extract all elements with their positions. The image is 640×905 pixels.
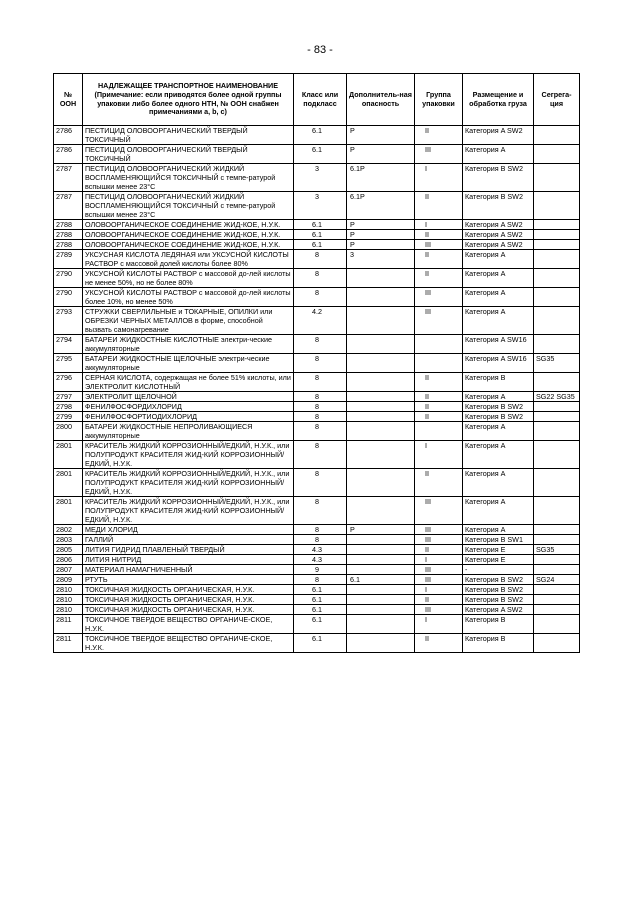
cell-stowage: Категория B SW2 (463, 164, 534, 192)
cell-shipping-name: СЕРНАЯ КИСЛОТА, содержащая не более 51% кислоты, или ЭЛЕКТРОЛИТ КИСЛОТНЫЙ (83, 373, 294, 392)
cell-shipping-name: ГАЛЛИЙ (83, 535, 294, 545)
cell-class: 8 (294, 392, 347, 402)
cell-un-no: 2798 (54, 402, 83, 412)
cell-packing-group: III (415, 575, 463, 585)
cell-stowage: Категория E (463, 545, 534, 555)
table-row (54, 354, 580, 373)
cell-segregation (534, 230, 580, 240)
cell-un-no: 2801 (54, 497, 83, 525)
cell-stowage: Категория B SW2 (463, 575, 534, 585)
cell-subsidiary-risk (347, 555, 415, 565)
cell-segregation (534, 497, 580, 525)
table-row (54, 634, 580, 653)
cell-segregation (534, 412, 580, 422)
cell-un-no: 2800 (54, 422, 83, 441)
cell-packing-group: I (415, 441, 463, 469)
cell-subsidiary-risk (347, 441, 415, 469)
table-row (54, 555, 580, 565)
cell-subsidiary-risk (347, 634, 415, 653)
cell-un-no: 2801 (54, 441, 83, 469)
cell-packing-group: II (415, 634, 463, 653)
cell-shipping-name: БАТАРЕИ ЖИДКОСТНЫЕ НЕПРОЛИВАЮЩИЕСЯ аккумуляторные (83, 422, 294, 441)
cell-stowage: Категория A SW2 (463, 230, 534, 240)
cell-segregation (534, 126, 580, 145)
cell-shipping-name: ЭЛЕКТРОЛИТ ЩЕЛОЧНОЙ (83, 392, 294, 402)
cell-un-no: 2806 (54, 555, 83, 565)
cell-segregation (534, 441, 580, 469)
table-row (54, 250, 580, 269)
cell-subsidiary-risk: P (347, 230, 415, 240)
table-row (54, 525, 580, 535)
cell-class: 8 (294, 335, 347, 354)
cell-class: 6.1 (294, 240, 347, 250)
table-row (54, 126, 580, 145)
table-row (54, 605, 580, 615)
cell-segregation (534, 555, 580, 565)
cell-stowage: Категория A (463, 269, 534, 288)
cell-subsidiary-risk (347, 288, 415, 307)
table-row (54, 585, 580, 595)
cell-un-no: 2811 (54, 615, 83, 634)
cell-subsidiary-risk: P (347, 240, 415, 250)
cell-shipping-name: ПЕСТИЦИД ОЛОВООРГАНИЧЕСКИЙ ТВЕРДЫЙ ТОКСИЧНЫЙ (83, 145, 294, 164)
cell-shipping-name: УКСУСНАЯ КИСЛОТА ЛЕДЯНАЯ или УКСУСНОЙ КИСЛОТЫ РАСТВОР с массовой долей кислоты более 80% (83, 250, 294, 269)
cell-class: 8 (294, 354, 347, 373)
cell-class: 8 (294, 412, 347, 422)
cell-segregation (534, 288, 580, 307)
table-row (54, 615, 580, 634)
cell-shipping-name: РТУТЬ (83, 575, 294, 585)
table-row (54, 441, 580, 469)
cell-stowage: Категория A (463, 441, 534, 469)
header-shipping-name (83, 74, 294, 126)
cell-segregation (534, 535, 580, 545)
cell-shipping-name: ФЕНИЛФОСФОРТИОДИХЛОРИД (83, 412, 294, 422)
cell-class: 3 (294, 192, 347, 220)
cell-shipping-name: КРАСИТЕЛЬ ЖИДКИЙ КОРРОЗИОННЫЙ/ЕДКИЙ, Н.У.К., или ПОЛУПРОДУКТ КРАСИТЕЛЯ ЖИД-КИЙ КОРРОЗИОННЫЙ/ЕДКИЙ, Н.У.К. (83, 441, 294, 469)
table-row (54, 373, 580, 392)
cell-packing-group: II (415, 545, 463, 555)
cell-subsidiary-risk (347, 269, 415, 288)
cell-shipping-name: ТОКСИЧНАЯ ЖИДКОСТЬ ОРГАНИЧЕСКАЯ, Н.У.К. (83, 595, 294, 605)
header-shipping-name-main: НАДЛЕЖАЩЕЕ ТРАНСПОРТНОЕ НАИМЕНОВАНИЕ (97, 81, 279, 91)
page-number: - 83 - (307, 44, 333, 56)
cell-segregation: SG35 (534, 545, 580, 555)
cell-class: 8 (294, 422, 347, 441)
cell-subsidiary-risk (347, 392, 415, 402)
cell-un-no: 2789 (54, 250, 83, 269)
cell-segregation (534, 192, 580, 220)
cell-subsidiary-risk: 3 (347, 250, 415, 269)
table-row (54, 469, 580, 497)
cell-packing-group: I (415, 555, 463, 565)
cell-subsidiary-risk: P (347, 525, 415, 535)
cell-stowage: Категория A (463, 525, 534, 535)
cell-class: 8 (294, 441, 347, 469)
cell-stowage: Категория A SW2 (463, 220, 534, 230)
cell-un-no: 2790 (54, 288, 83, 307)
cell-shipping-name: СТРУЖКИ СВЕРЛИЛЬНЫЕ и ТОКАРНЫЕ, ОПИЛКИ или ОБРЕЗКИ ЧЕРНЫХ МЕТАЛЛОВ в форме, способной вызвать самонагревание (83, 307, 294, 335)
cell-un-no: 2801 (54, 469, 83, 497)
cell-class: 4.3 (294, 555, 347, 565)
cell-stowage: Категория B SW1 (463, 535, 534, 545)
cell-packing-group: III (415, 497, 463, 525)
cell-shipping-name: ОЛОВООРГАНИЧЕСКОЕ СОЕДИНЕНИЕ ЖИД-КОЕ, Н.У.К. (83, 230, 294, 240)
cell-class: 6.1 (294, 634, 347, 653)
table-row (54, 164, 580, 192)
cell-class: 4.2 (294, 307, 347, 335)
cell-stowage: Категория A (463, 250, 534, 269)
cell-packing-group: III (415, 288, 463, 307)
table-row (54, 412, 580, 422)
cell-subsidiary-risk (347, 605, 415, 615)
cell-subsidiary-risk (347, 595, 415, 605)
table-row (54, 269, 580, 288)
cell-subsidiary-risk (347, 354, 415, 373)
cell-subsidiary-risk: P (347, 220, 415, 230)
cell-stowage: Категория A (463, 497, 534, 525)
cell-subsidiary-risk (347, 615, 415, 634)
cell-class: 3 (294, 164, 347, 192)
cell-packing-group: III (415, 307, 463, 335)
cell-class: 6.1 (294, 605, 347, 615)
header-subsidiary-risk: Дополнитель-ная опасность (347, 74, 415, 126)
cell-subsidiary-risk (347, 307, 415, 335)
cell-subsidiary-risk (347, 565, 415, 575)
cell-segregation (534, 615, 580, 634)
cell-shipping-name: ПЕСТИЦИД ОЛОВООРГАНИЧЕСКИЙ ТВЕРДЫЙ ТОКСИЧНЫЙ (83, 126, 294, 145)
cell-segregation (534, 595, 580, 605)
cell-segregation (534, 240, 580, 250)
cell-stowage: Категория B SW2 (463, 412, 534, 422)
cell-subsidiary-risk (347, 373, 415, 392)
cell-shipping-name: ТОКСИЧНАЯ ЖИДКОСТЬ ОРГАНИЧЕСКАЯ, Н.У.К. (83, 605, 294, 615)
cell-packing-group: III (415, 525, 463, 535)
cell-segregation (534, 565, 580, 575)
cell-shipping-name: ФЕНИЛФОСФОРДИХЛОРИД (83, 402, 294, 412)
cell-segregation (534, 373, 580, 392)
cell-packing-group: II (415, 469, 463, 497)
cell-un-no: 2794 (54, 335, 83, 354)
cell-stowage: Категория B SW2 (463, 192, 534, 220)
cell-shipping-name: ОЛОВООРГАНИЧЕСКОЕ СОЕДИНЕНИЕ ЖИД-КОЕ, Н.У.К. (83, 220, 294, 230)
cell-shipping-name: КРАСИТЕЛЬ ЖИДКИЙ КОРРОЗИОННЫЙ/ЕДКИЙ, Н.У.К., или ПОЛУПРОДУКТ КРАСИТЕЛЯ ЖИД-КИЙ КОРРОЗИОННЫЙ/ЕДКИЙ, Н.У.К. (83, 497, 294, 525)
cell-shipping-name: БАТАРЕИ ЖИДКОСТНЫЕ ЩЕЛОЧНЫЕ электри-ческие аккумуляторные (83, 354, 294, 373)
table-row (54, 497, 580, 525)
cell-class: 8 (294, 373, 347, 392)
cell-shipping-name: МАТЕРИАЛ НАМАГНИЧЕННЫЙ (83, 565, 294, 575)
cell-shipping-name: КРАСИТЕЛЬ ЖИДКИЙ КОРРОЗИОННЫЙ/ЕДКИЙ, Н.У.К., или ПОЛУПРОДУКТ КРАСИТЕЛЯ ЖИД-КИЙ КОРРОЗИОННЫЙ/ЕДКИЙ, Н.У.К. (83, 469, 294, 497)
cell-class: 6.1 (294, 220, 347, 230)
cell-packing-group: III (415, 240, 463, 250)
cell-un-no: 2795 (54, 354, 83, 373)
cell-un-no: 2797 (54, 392, 83, 402)
cell-segregation: SG22 SG35 (534, 392, 580, 402)
table-row (54, 145, 580, 164)
cell-class: 8 (294, 575, 347, 585)
cell-un-no: 2805 (54, 545, 83, 555)
table-row (54, 220, 580, 230)
cell-un-no: 2802 (54, 525, 83, 535)
cell-un-no: 2787 (54, 192, 83, 220)
cell-class: 6.1 (294, 595, 347, 605)
table-row (54, 565, 580, 575)
cell-packing-group: II (415, 392, 463, 402)
cell-stowage: Категория A SW2 (463, 240, 534, 250)
cell-subsidiary-risk (347, 412, 415, 422)
cell-segregation (534, 220, 580, 230)
cell-segregation (534, 605, 580, 615)
header-segregation: Сегрега-ция (534, 74, 580, 126)
cell-shipping-name: УКСУСНОЙ КИСЛОТЫ РАСТВОР с массовой до-лей кислоты не менее 50%, но не более 80% (83, 269, 294, 288)
cell-shipping-name: ПЕСТИЦИД ОЛОВООРГАНИЧЕСКИЙ ЖИДКИЙ ВОСПЛАМЕНЯЮЩИЙСЯ ТОКСИЧНЫЙ с темпе-ратурой вспышки менее 23°С (83, 164, 294, 192)
cell-packing-group: II (415, 126, 463, 145)
cell-shipping-name: ЛИТИЯ ГИДРИД ПЛАВЛЕНЫЙ ТВЕРДЫЙ (83, 545, 294, 555)
cell-segregation (534, 269, 580, 288)
table-row (54, 575, 580, 585)
cell-segregation (534, 634, 580, 653)
cell-un-no: 2788 (54, 230, 83, 240)
cell-packing-group: II (415, 595, 463, 605)
cell-stowage: Категория A (463, 288, 534, 307)
cell-packing-group (415, 422, 463, 441)
cell-un-no: 2803 (54, 535, 83, 545)
cell-packing-group: III (415, 565, 463, 575)
cell-stowage: Категория A (463, 422, 534, 441)
cell-un-no: 2799 (54, 412, 83, 422)
cell-stowage: Категория B (463, 373, 534, 392)
cell-class: 6.1 (294, 145, 347, 164)
cell-subsidiary-risk (347, 545, 415, 555)
cell-stowage: - (463, 565, 534, 575)
cell-class: 6.1 (294, 615, 347, 634)
cell-segregation (534, 164, 580, 192)
cell-shipping-name: ТОКСИЧНАЯ ЖИДКОСТЬ ОРГАНИЧЕСКАЯ, Н.У.К. (83, 585, 294, 595)
cell-segregation (534, 402, 580, 412)
cell-subsidiary-risk (347, 535, 415, 545)
table-row (54, 240, 580, 250)
cell-stowage: Категория A SW2 (463, 605, 534, 615)
table-row (54, 392, 580, 402)
table-row (54, 422, 580, 441)
cell-shipping-name: ПЕСТИЦИД ОЛОВООРГАНИЧЕСКИЙ ЖИДКИЙ ВОСПЛАМЕНЯЮЩИЙСЯ ТОКСИЧНЫЙ с темпе-ратурой вспышки менее 23°С (83, 192, 294, 220)
cell-subsidiary-risk: P (347, 126, 415, 145)
cell-subsidiary-risk (347, 585, 415, 595)
cell-shipping-name: МЕДИ ХЛОРИД (83, 525, 294, 535)
table-row (54, 595, 580, 605)
cell-packing-group: II (415, 412, 463, 422)
cell-subsidiary-risk: 6.1 (347, 575, 415, 585)
cell-segregation (534, 422, 580, 441)
cell-un-no: 2809 (54, 575, 83, 585)
cell-packing-group: I (415, 585, 463, 595)
header-packing-group: Группа упаковки (415, 74, 463, 126)
header-class: Класс или подкласс (294, 74, 347, 126)
header-row (54, 74, 580, 126)
header-stowage: Размещение и обработка груза (463, 74, 534, 126)
cell-segregation (534, 335, 580, 354)
cell-packing-group: I (415, 164, 463, 192)
cell-shipping-name: БАТАРЕИ ЖИДКОСТНЫЕ КИСЛОТНЫЕ электри-ческие аккумуляторные (83, 335, 294, 354)
cell-subsidiary-risk (347, 335, 415, 354)
cell-un-no: 2787 (54, 164, 83, 192)
cell-packing-group: I (415, 220, 463, 230)
cell-segregation: SG35 (534, 354, 580, 373)
cell-packing-group: III (415, 145, 463, 164)
cell-un-no: 2793 (54, 307, 83, 335)
cell-packing-group (415, 335, 463, 354)
cell-subsidiary-risk (347, 497, 415, 525)
cell-segregation (534, 307, 580, 335)
cell-shipping-name: ТОКСИЧНОЕ ТВЕРДОЕ ВЕЩЕСТВО ОРГАНИЧЕ-СКОЕ, Н.У.К. (83, 634, 294, 653)
cell-stowage: Категория B SW2 (463, 595, 534, 605)
table-row (54, 545, 580, 555)
cell-packing-group: III (415, 605, 463, 615)
cell-packing-group (415, 354, 463, 373)
cell-stowage: Категория A SW2 (463, 126, 534, 145)
table-row (54, 307, 580, 335)
cell-stowage: Категория A SW16 (463, 335, 534, 354)
cell-shipping-name: ЛИТИЯ НИТРИД (83, 555, 294, 565)
header-un-no: № ООН (54, 74, 83, 126)
cell-class: 6.1 (294, 126, 347, 145)
cell-class: 6.1 (294, 585, 347, 595)
cell-stowage: Категория A SW16 (463, 354, 534, 373)
cell-shipping-name: ТОКСИЧНОЕ ТВЕРДОЕ ВЕЩЕСТВО ОРГАНИЧЕ-СКОЕ, Н.У.К. (83, 615, 294, 634)
cell-un-no: 2788 (54, 220, 83, 230)
cell-un-no: 2810 (54, 585, 83, 595)
cell-segregation (534, 585, 580, 595)
cell-packing-group: II (415, 192, 463, 220)
cell-class: 8 (294, 269, 347, 288)
cell-stowage: Категория B (463, 634, 534, 653)
cell-class: 8 (294, 288, 347, 307)
table-row (54, 192, 580, 220)
cell-subsidiary-risk: 6.1P (347, 164, 415, 192)
cell-stowage: Категория B (463, 615, 534, 634)
table-row (54, 535, 580, 545)
cell-shipping-name: ОЛОВООРГАНИЧЕСКОЕ СОЕДИНЕНИЕ ЖИД-КОЕ, Н.У.К. (83, 240, 294, 250)
cell-class: 8 (294, 402, 347, 412)
table-row (54, 402, 580, 412)
cell-packing-group: II (415, 402, 463, 412)
cell-class: 8 (294, 525, 347, 535)
cell-segregation (534, 525, 580, 535)
cell-un-no: 2788 (54, 240, 83, 250)
cell-packing-group: II (415, 230, 463, 240)
cell-segregation (534, 250, 580, 269)
cell-un-no: 2786 (54, 126, 83, 145)
cell-segregation (534, 145, 580, 164)
cell-class: 6.1 (294, 230, 347, 240)
cell-stowage: Категория A (463, 469, 534, 497)
cell-un-no: 2810 (54, 595, 83, 605)
cell-segregation: SG24 (534, 575, 580, 585)
header-shipping-name-note: (Примечание: если приводятся более одной группы упаковки либо более одного НТН, № ООН снабжен примечаниями a, b, c) (94, 89, 282, 117)
cell-class: 8 (294, 250, 347, 269)
cell-subsidiary-risk (347, 422, 415, 441)
dangerous-goods-table (53, 73, 580, 653)
cell-un-no: 2811 (54, 634, 83, 653)
cell-stowage: Категория B SW2 (463, 402, 534, 412)
cell-segregation (534, 469, 580, 497)
cell-subsidiary-risk (347, 402, 415, 412)
cell-stowage: Категория A (463, 145, 534, 164)
cell-un-no: 2796 (54, 373, 83, 392)
cell-packing-group: I (415, 615, 463, 634)
cell-un-no: 2790 (54, 269, 83, 288)
cell-class: 8 (294, 469, 347, 497)
cell-un-no: 2810 (54, 605, 83, 615)
cell-class: 8 (294, 497, 347, 525)
table-row (54, 288, 580, 307)
cell-un-no: 2807 (54, 565, 83, 575)
cell-packing-group: II (415, 250, 463, 269)
cell-stowage: Категория A (463, 307, 534, 335)
cell-subsidiary-risk: P (347, 145, 415, 164)
cell-stowage: Категория A (463, 392, 534, 402)
cell-packing-group: II (415, 269, 463, 288)
cell-un-no: 2786 (54, 145, 83, 164)
cell-class: 9 (294, 565, 347, 575)
table-row (54, 335, 580, 354)
cell-stowage: Категория E (463, 555, 534, 565)
cell-subsidiary-risk: 6.1P (347, 192, 415, 220)
cell-subsidiary-risk (347, 469, 415, 497)
cell-class: 4.3 (294, 545, 347, 555)
cell-stowage: Категория B SW2 (463, 585, 534, 595)
cell-packing-group: III (415, 535, 463, 545)
cell-packing-group: II (415, 373, 463, 392)
cell-class: 8 (294, 535, 347, 545)
cell-shipping-name: УКСУСНОЙ КИСЛОТЫ РАСТВОР с массовой до-лей кислоты более 10%, но менее 50% (83, 288, 294, 307)
table-row (54, 230, 580, 240)
